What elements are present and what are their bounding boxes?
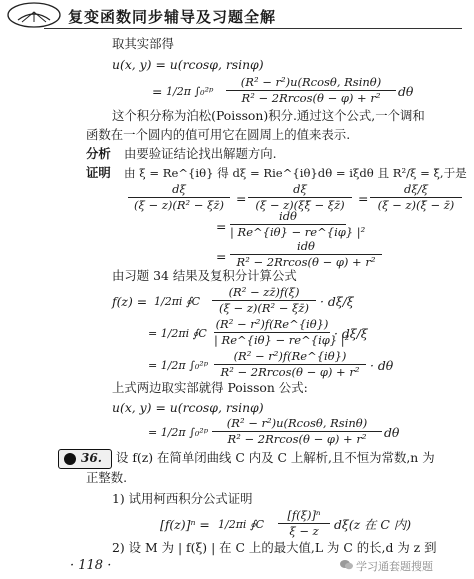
- question-number: 36.: [81, 451, 102, 465]
- text-line: 上式两边取实部就得 Poisson 公式:: [112, 380, 308, 395]
- integral-coef: = 1/2π ∫₀²ᵖ: [148, 426, 209, 439]
- subquestion-text: 1) 试用柯西积分公式证明: [112, 491, 253, 506]
- fraction: [212, 417, 382, 446]
- fraction-numerator: (R² − r²)f(Re^{iθ}): [215, 317, 329, 331]
- fraction-denominator: | Re^{iθ} − re^{iφ} |²: [230, 225, 366, 239]
- formula-tail: dθ: [384, 425, 400, 440]
- proof-label: 证明: [86, 165, 111, 180]
- fraction: [230, 240, 382, 269]
- fraction: [278, 509, 330, 538]
- fraction-denominator: R² − 2Rrcos(θ − φ) + r²: [227, 432, 367, 446]
- chat-bubble-icon: [340, 559, 353, 570]
- formula-tail: dξ(z 在 C 内): [334, 517, 412, 532]
- fraction: [128, 183, 230, 212]
- analysis-text: 由要验证结论找出解题方向.: [124, 146, 277, 161]
- text-line: 取其实部得: [112, 36, 174, 51]
- equals-sign: =: [216, 249, 227, 264]
- fraction-numerator: (R² − zz̄)f(ξ): [228, 285, 300, 299]
- fraction-numerator: (R² − r²)u(Rcosθ, Rsinθ): [226, 416, 368, 430]
- formula-line: u(x, y) = u(rcosφ, rsinφ): [112, 400, 264, 415]
- fraction-denominator: R² − 2Rrcos(θ − φ) + r²: [236, 255, 376, 269]
- header-title: 复变函数同步辅导及习题全解: [68, 8, 277, 26]
- page-header: [0, 0, 474, 30]
- bullet-dot-icon: [64, 453, 76, 465]
- fraction-denominator: R² − 2Rrcos(θ − φ) + r²: [241, 91, 381, 105]
- formula-tail: dθ: [398, 84, 414, 99]
- integral-coef: 1/2πi ∮C: [218, 518, 265, 531]
- fraction: [230, 209, 366, 239]
- fraction-numerator: dξ: [293, 182, 307, 196]
- proof-text: 由 ξ = Re^{iθ} 得 dξ = Rie^{iθ}dθ = iξdθ 且 R²/ξ = ξ̄,于是: [124, 166, 467, 180]
- book-logo-icon: [4, 0, 64, 30]
- integral-coef: = 1/2πi ∮C: [148, 327, 207, 340]
- formula-line: u(x, y) = u(rcosφ, rsinφ): [112, 57, 264, 72]
- fraction-numerator: [f(ξ)]ⁿ: [287, 508, 321, 522]
- fraction-denominator: (ξ − z)(ξ̄ − z̄): [377, 198, 455, 212]
- formula-lhs: f(z) =: [112, 294, 148, 309]
- analysis-label: 分析: [86, 146, 111, 161]
- fraction-denominator: (ξ − z)(R² − ξz̄): [134, 198, 224, 212]
- watermark-text: 学习通套题搜题: [356, 560, 433, 573]
- integral-coef: = 1/2π ∫₀²ᵖ: [148, 359, 209, 372]
- equals-sign: =: [358, 191, 369, 206]
- integral-coef: 1/2π ∫₀²ᵖ: [166, 85, 214, 98]
- formula-tail: · dθ: [370, 358, 394, 373]
- text-line: 函数在一个圆内的值可用它在圆周上的值来表示.: [86, 127, 351, 142]
- fraction: [214, 350, 366, 379]
- fraction: [214, 317, 350, 347]
- fraction-numerator: dξ/ξ: [404, 182, 428, 196]
- page-number: · 118 ·: [70, 558, 112, 573]
- question-number-badge: [58, 449, 112, 469]
- fraction-numerator: (R² − r²)f(Re^{iθ}): [233, 349, 347, 363]
- question-text: 正整数.: [86, 470, 128, 485]
- formula-tail: · dξ/ξ: [320, 294, 354, 309]
- equals-sign: =: [216, 219, 227, 234]
- fraction-denominator: (ξ − z)(ξξ̄ − ξz̄): [255, 198, 345, 212]
- fraction: [212, 286, 316, 315]
- fraction-numerator: (R² − r²)u(Rcosθ, Rsinθ): [240, 75, 382, 89]
- fraction: [370, 183, 462, 212]
- integral-coef: 1/2πi ∮C: [154, 295, 201, 308]
- subquestion-text: 2) 设 M 为 | f(ξ) | 在 C 上的最大值,L 为 C 的长,d 为 z 到: [112, 540, 437, 555]
- fraction-denominator: | Re^{iθ} − re^{iφ} |²: [214, 333, 350, 347]
- fraction-denominator: ξ − z: [289, 524, 319, 538]
- fraction-denominator: (ξ − z)(R² − ξz̄): [219, 301, 309, 315]
- text-line: 由习题 34 结果及复积分计算公式: [112, 268, 297, 283]
- formula-tail: · dξ/ξ: [334, 326, 368, 341]
- text-line: 这个积分称为泊松(Poisson)积分.通过这个公式,一个调和: [112, 108, 425, 123]
- fraction: [248, 183, 352, 212]
- formula-eq: =: [152, 84, 163, 99]
- fraction-numerator: dξ: [172, 182, 186, 196]
- fraction-numerator: idθ: [297, 239, 315, 253]
- fraction-numerator: idθ: [279, 209, 297, 223]
- fraction: [226, 76, 396, 105]
- equals-sign: =: [236, 191, 247, 206]
- question-text: 设 f(z) 在简单闭曲线 C 内及 C 上解析,且不恒为常数,n 为: [116, 450, 435, 465]
- header-rule: [44, 28, 462, 29]
- formula-lhs: [f(z)]ⁿ =: [160, 517, 210, 532]
- fraction-denominator: R² − 2Rrcos(θ − φ) + r²: [220, 365, 360, 379]
